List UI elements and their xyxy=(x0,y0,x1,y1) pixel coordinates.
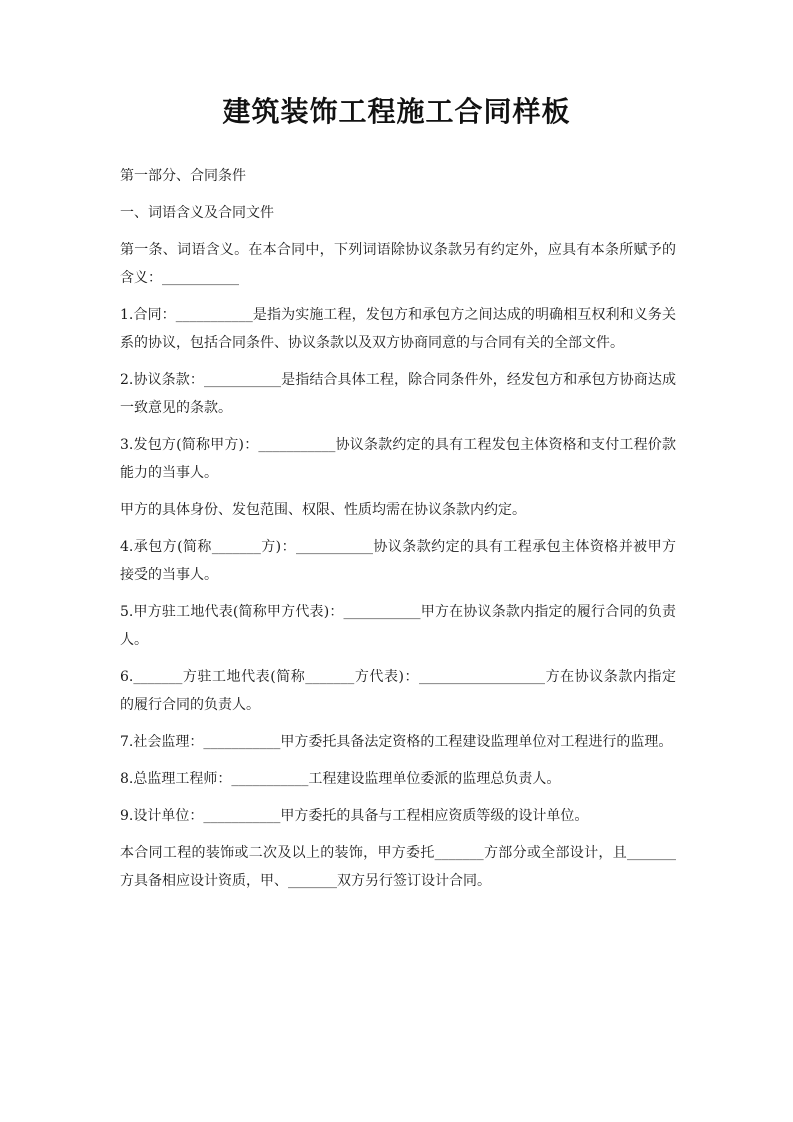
clause-2-agreement-terms: 2.协议条款：___________是指结合具体工程，除合同条件外，经发包方和承包方协商达成一致意见的条款。 xyxy=(120,372,676,416)
article-one-paragraph: 第一条、词语含义。在本合同中，下列词语除协议条款另有约定外，应具有本条所赋予的含义：___________ xyxy=(120,242,676,286)
clause-3-employer: 3.发包方(简称甲方)：___________协议条款约定的具有工程发包主体资格和支付工程价款能力的当事人。 xyxy=(120,437,676,481)
section-heading-part-one: 第一部分、合同条件 xyxy=(120,168,246,184)
clause-9-design-unit: 9.设计单位：___________甲方委托的具备与工程相应资质等级的设计单位。 xyxy=(120,808,589,824)
clause-4-contractor: 4.承包方(简称_______方)：___________协议条款约定的具有工程承包主体资格并被甲方接受的当事人。 xyxy=(120,539,676,583)
clause-1-contract: 1.合同：___________是指为实施工程，发包方和承包方之间达成的明确相互权利和义务关系的协议，包括合同条件、协议条款以及双方协商同意的与合同有关的全部文件。 xyxy=(120,307,676,351)
document-title: 建筑装饰工程施工合同样板 xyxy=(222,95,571,128)
section-heading-definitions: 一、词语含义及合同文件 xyxy=(120,205,274,221)
design-commission-paragraph: 本合同工程的装饰或二次及以上的装饰，甲方委托_______方部分或全部设计，且_______方具备相应设计资质，甲、_______双方另行签订设计合同。 xyxy=(120,845,676,889)
employer-identity-note: 甲方的具体身份、发包范围、权限、性质均需在协议条款内约定。 xyxy=(120,502,526,518)
clause-8-chief-engineer: 8.总监理工程师：___________工程建设监理单位委派的监理总负责人。 xyxy=(120,771,561,787)
document-body xyxy=(120,162,676,895)
clause-5-employer-representative: 5.甲方驻工地代表(简称甲方代表)：___________甲方在协议条款内指定的履行合同的负责人。 xyxy=(120,604,676,648)
clause-6-contractor-representative: 6._______方驻工地代表(简称_______方代表)：__________________方在协议条款内指定的履行合同的负责人。 xyxy=(120,669,676,713)
clause-7-supervision: 7.社会监理：___________甲方委托具备法定资格的工程建设监理单位对工程进行的监理。 xyxy=(120,734,673,750)
